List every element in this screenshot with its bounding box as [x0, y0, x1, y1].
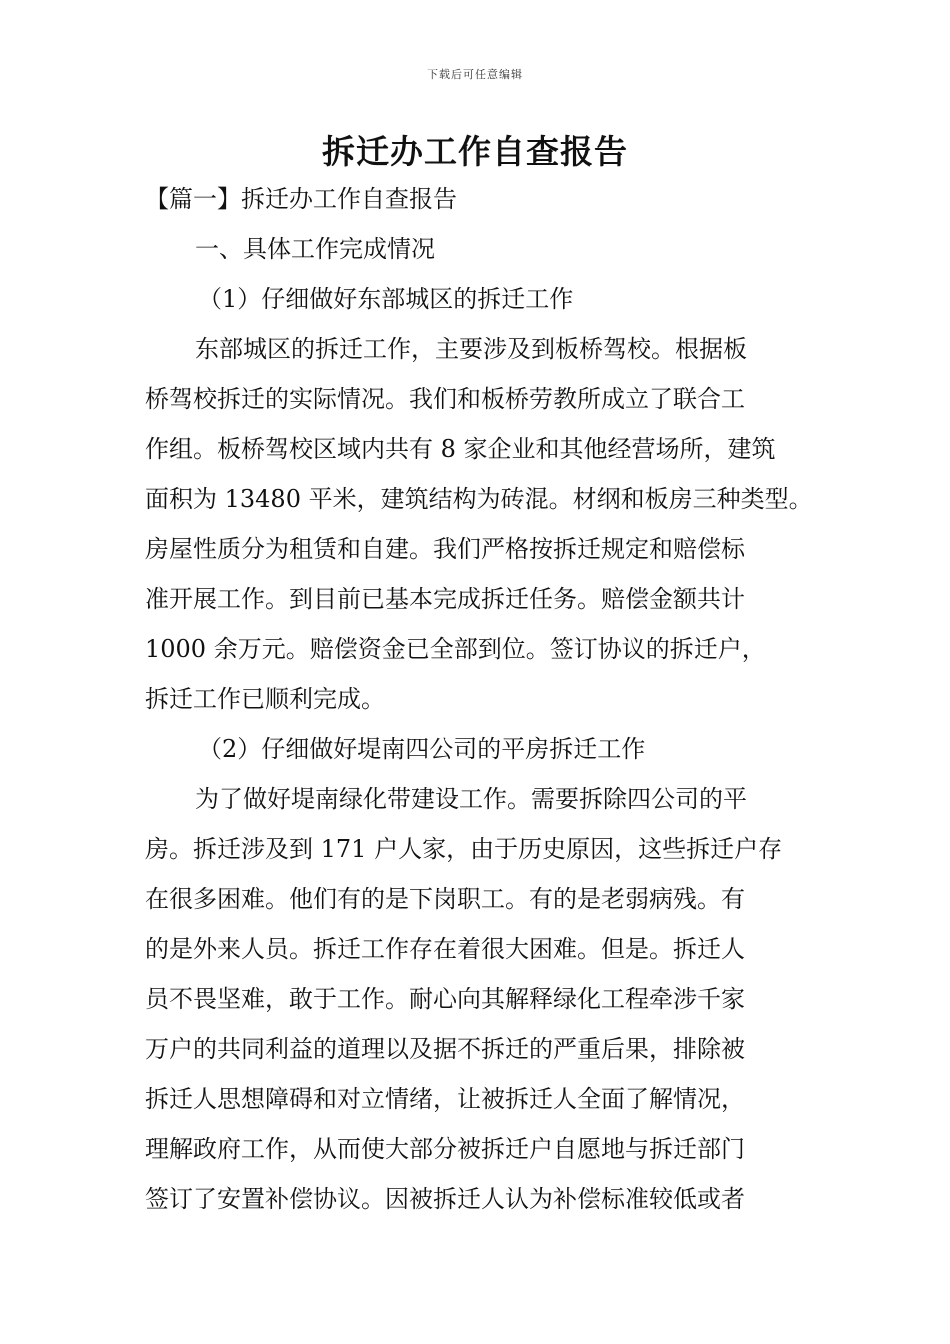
paragraph-2-line: 万户的共同利益的道理以及据不拆迁的严重后果，排除被	[145, 1035, 745, 1063]
paragraph-2-line: 理解政府工作，从而使大部分被拆迁户自愿地与拆迁部门	[145, 1135, 745, 1163]
header-note: 下载后可任意编辑	[427, 68, 523, 81]
paragraph-1-line: 房屋性质分为租赁和自建。我们严格按拆迁规定和赔偿标	[145, 535, 745, 563]
paragraph-2-line: 为了做好堤南绿化带建设工作。需要拆除四公司的平	[195, 785, 747, 813]
paragraph-2-line: 在很多困难。他们有的是下岗职工。有的是老弱病残。有	[145, 885, 745, 913]
heading-level-1: 一、具体工作完成情况	[195, 235, 435, 263]
paragraph-2-line: 房。拆迁涉及到 171 户人家，由于历史原因，这些拆迁户存	[145, 835, 783, 863]
paragraph-1-line: 拆迁工作已顺利完成。	[145, 685, 385, 713]
paragraph-1-line: 面积为 13480 平米，建筑结构为砖混。材纲和板房三种类型。	[145, 485, 813, 513]
paragraph-2-line: 签订了安置补偿协议。因被拆迁人认为补偿标准较低或者	[145, 1185, 745, 1213]
subheading-2: （2）仔细做好堤南四公司的平房拆迁工作	[198, 735, 646, 763]
subheading-1: （1）仔细做好东部城区的拆迁工作	[198, 285, 574, 313]
paragraph-2-line: 员不畏坚难，敢于工作。耐心向其解释绿化工程牵涉千家	[145, 985, 745, 1013]
paragraph-1-line: 桥驾校拆迁的实际情况。我们和板桥劳教所成立了联合工	[145, 385, 745, 413]
paragraph-1-line: 1000 余万元。赔偿资金已全部到位。签订协议的拆迁户，	[145, 635, 766, 663]
paragraph-2-line: 的是外来人员。拆迁工作存在着很大困难。但是。拆迁人	[145, 935, 745, 963]
paragraph-2-line: 拆迁人思想障碍和对立情绪，让被拆迁人全面了解情况，	[145, 1085, 745, 1113]
section-heading: 【篇一】拆迁办工作自查报告	[145, 185, 457, 213]
paragraph-1-line: 准开展工作。到目前已基本完成拆迁任务。赔偿金额共计	[145, 585, 745, 613]
document-title: 拆迁办工作自查报告	[322, 132, 628, 171]
paragraph-1-line: 东部城区的拆迁工作，主要涉及到板桥驾校。根据板	[195, 335, 747, 363]
paragraph-1-line: 作组。板桥驾校区域内共有 8 家企业和其他经营场所，建筑	[145, 435, 776, 463]
